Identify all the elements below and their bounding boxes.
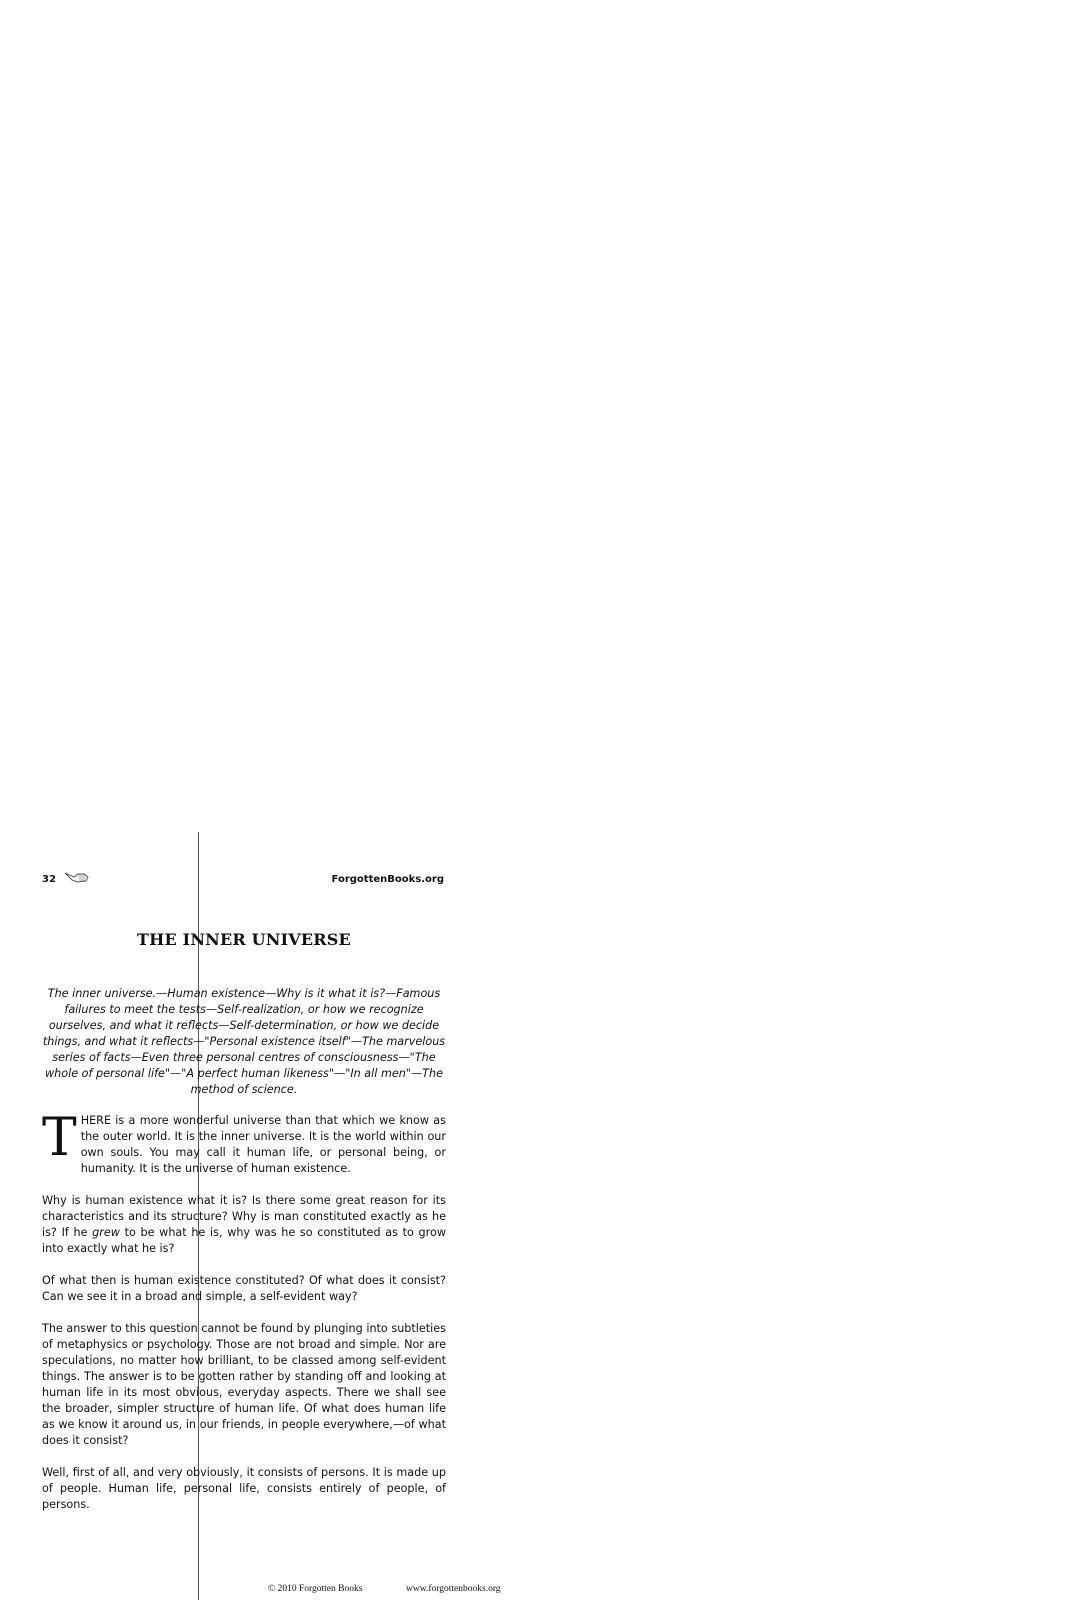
paragraph: Well, first of all, and very obviously, it consists of persons. It is made up of people. Human life, personal life, consists entirely of people, of persons. [42, 1466, 446, 1511]
pointing-hand-icon [64, 869, 90, 885]
paragraph [42, 1108, 446, 1177]
drop-cap: T [42, 1108, 77, 1168]
paragraph: The answer to this question cannot be found by plunging into subtleties of metaphysics or psychology. Those are not broad and simple. Nor are speculations, no matter how brilliant, to be classed among self-evident things. The answer is to be gotten rather by standing off and looking at human life in its most obvious, everyday aspects. There we shall see the broader, simpler structure of human life. Of what does human life as we know it around us, in our friends, in people everywhere,—of what does it consist? [42, 1322, 446, 1447]
copyright-notice: © 2010 Forgotten Books [268, 1584, 363, 1594]
footer-url: www.forgottenbooks.org [406, 1584, 501, 1594]
paragraph-text: to be what he is, why was he so constituted as to grow into exactly what he is? [42, 1226, 446, 1255]
emphasis-text: grew [92, 1226, 120, 1239]
page-header [42, 872, 446, 892]
site-name: ForgottenBooks.org [331, 874, 444, 885]
chapter-summary: The inner universe.—Human existence—Why is it what it is?—Famous failures to meet the tests—Self-realization, or how we recognize ourselves, and what it reflects—Self-determination, or how we decide things, and what it reflects—"Personal existence itself"—The marvelous series of facts—Even three personal centres of consciousness—"The whole of personal life"—"A perfect human likeness"—"In all men"—The method of science. [42, 987, 446, 1096]
page-number: 32 [42, 874, 56, 885]
chapter-title: THE INNER UNIVERSE [137, 930, 351, 949]
paragraph [42, 1193, 446, 1257]
chapter-body [42, 1108, 446, 1529]
paragraph-text: HERE is a more wonderful universe than that which we know as the outer world. It is the inner universe. It is the world within our own souls. You may call it human life, or personal being, or humanity. It is the universe of human existence. [80, 1114, 446, 1175]
paragraph-text: Why is human existence what it is? Is there some great reason for its characteristics and its structure? Why is man constituted exactly as he is? If he [42, 1194, 446, 1239]
paragraph: Of what then is human existence constituted? Of what does it consist? Can we see it in a broad and simple, a self-evident way? [42, 1274, 446, 1303]
